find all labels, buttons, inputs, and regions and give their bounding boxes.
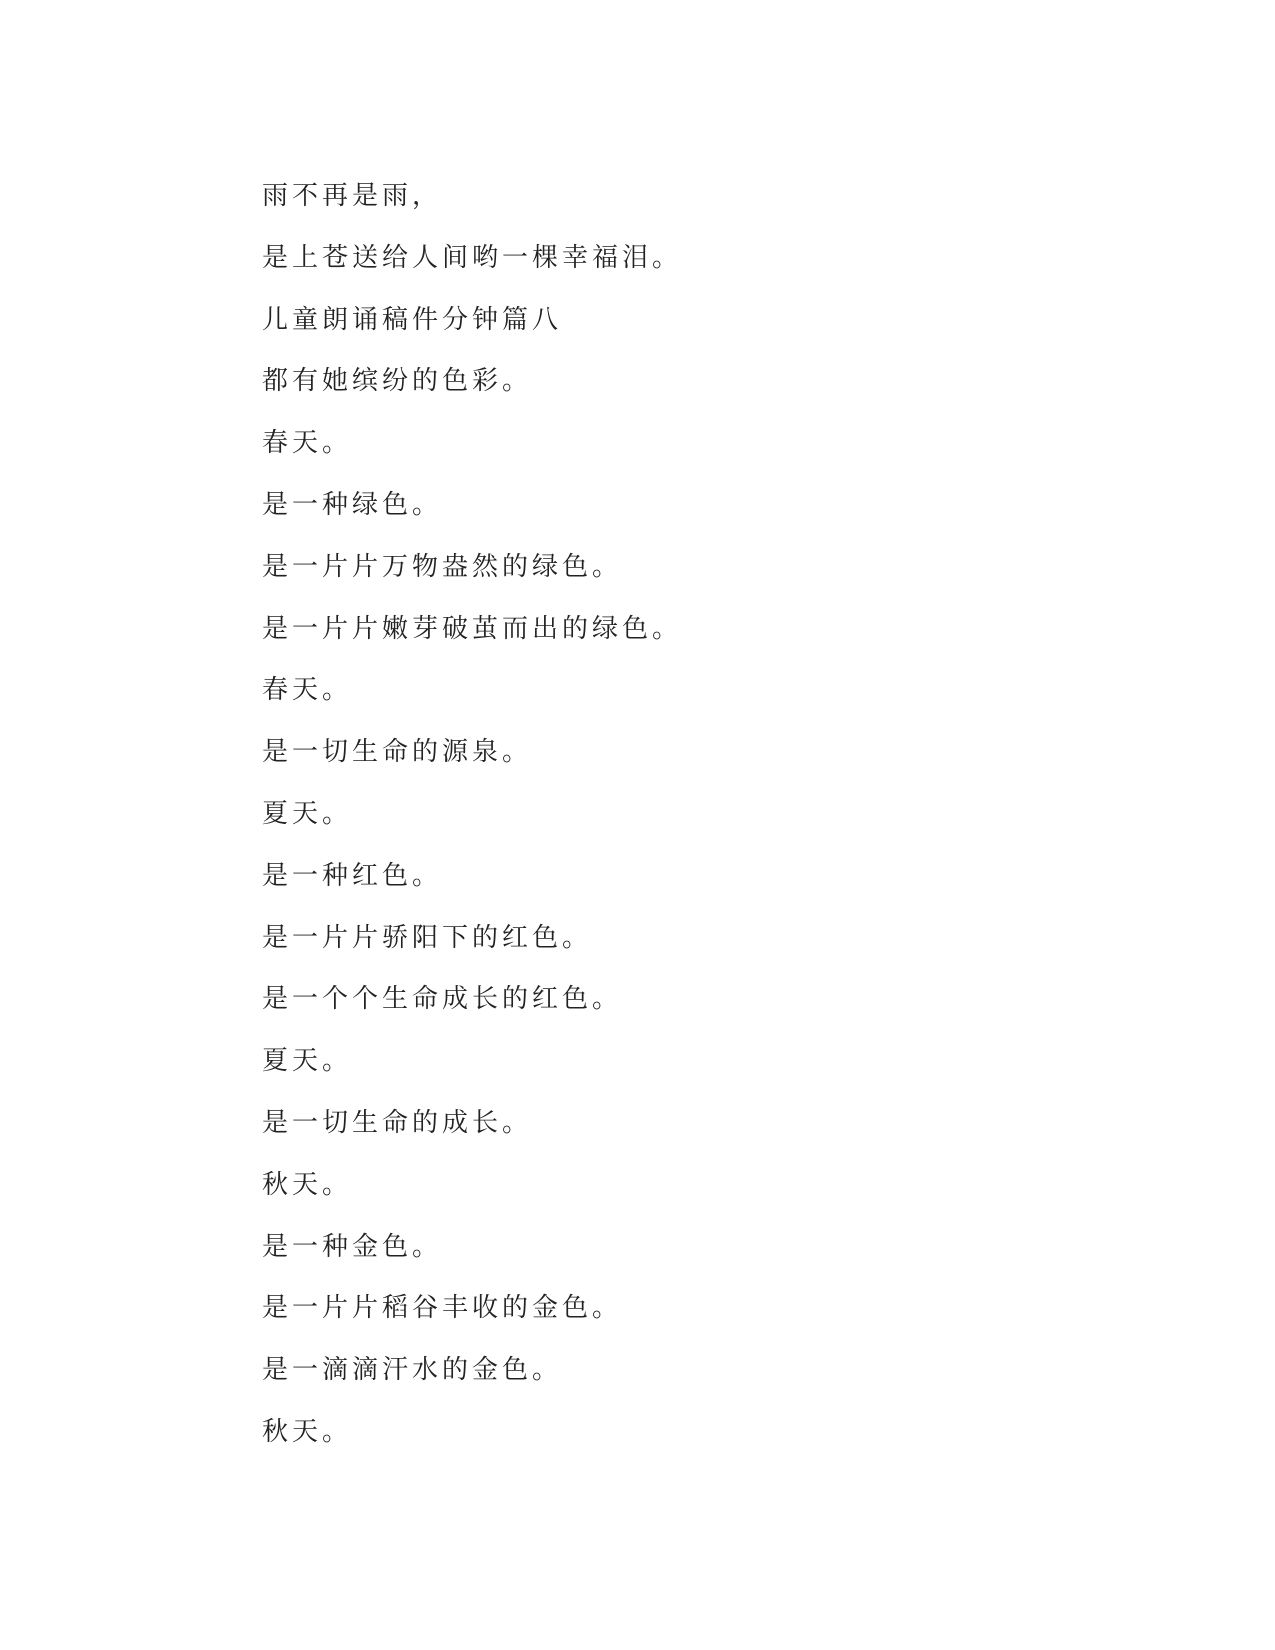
text-line: 是一切生命的源泉。 <box>262 737 533 768</box>
text-line: 是一切生命的成长。 <box>262 1107 533 1138</box>
text-line: 是一片片嫩芽破茧而出的绿色。 <box>262 613 683 644</box>
text-line: 是一片片万物盎然的绿色。 <box>262 551 623 582</box>
text-line: 春天。 <box>262 675 353 706</box>
text-line: 雨不再是雨， <box>262 181 443 211</box>
text-line: 是一滴滴汗水的金色。 <box>262 1355 563 1386</box>
text-line: 夏天。 <box>262 1046 353 1077</box>
text-line: 是一片片稻谷丰收的金色。 <box>262 1293 623 1324</box>
poem-text <box>262 166 1162 1464</box>
text-line: 是一种金色。 <box>262 1231 443 1262</box>
text-line: 是一个个生命成长的红色。 <box>262 984 623 1015</box>
text-line: 春天。 <box>262 428 353 459</box>
text-line: 都有她缤纷的色彩。 <box>262 366 533 397</box>
text-line: 是一种红色。 <box>262 860 443 891</box>
text-line: 是一种绿色。 <box>262 489 443 520</box>
text-line: 是一片片骄阳下的红色。 <box>262 922 593 953</box>
section-heading: 儿童朗诵稿件分钟篇八 <box>262 304 563 335</box>
text-line: 秋天。 <box>262 1416 353 1447</box>
text-line: 是上苍送给人间哟一棵幸福泪。 <box>262 242 683 273</box>
text-line: 秋天。 <box>262 1169 353 1200</box>
text-line: 夏天。 <box>262 798 353 829</box>
